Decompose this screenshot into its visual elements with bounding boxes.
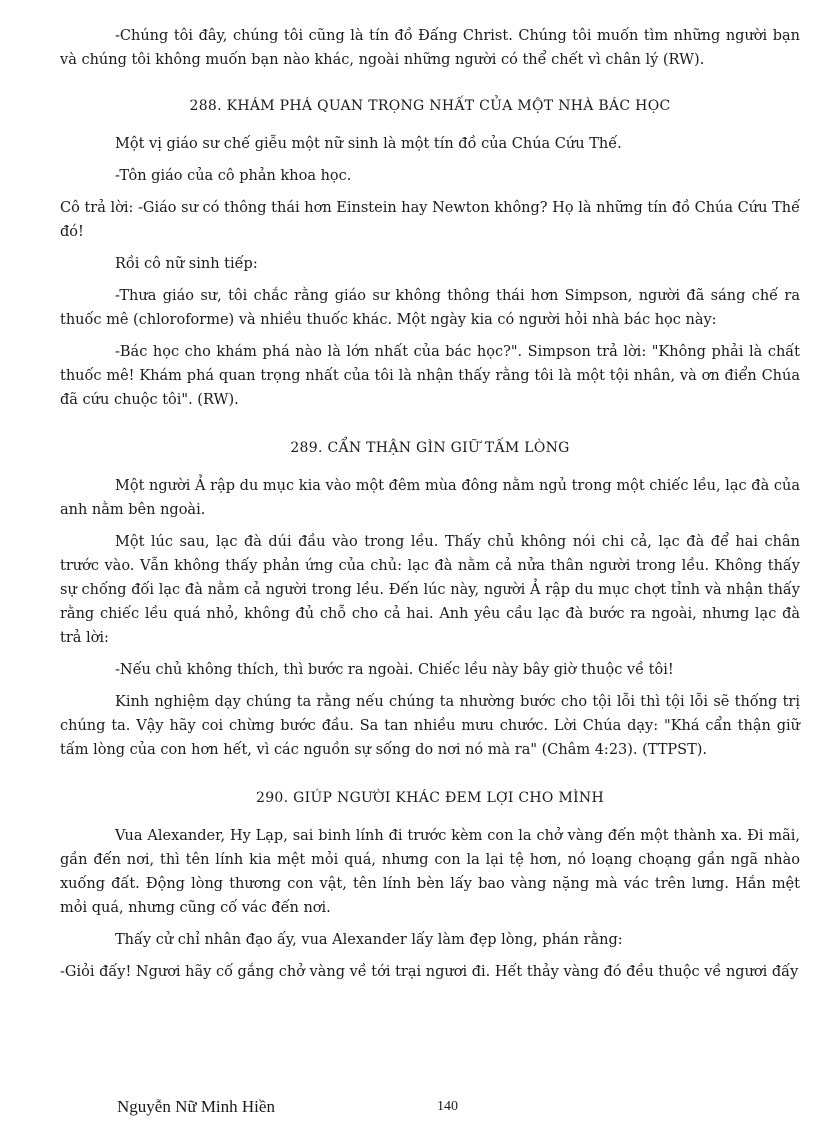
paragraph: -Tôn giáo của cô phản khoa học. (115, 168, 352, 184)
section-body-290 (60, 824, 800, 984)
paragraph: Rồi cô nữ sinh tiếp: (115, 256, 258, 272)
section-title-289: 289. CẨN THẬN GÌN GIỮ TẤM LÒNG (290, 440, 570, 456)
section-title-288: 288. KHÁM PHÁ QUAN TRỌNG NHẤT CỦA MỘT NHÀ BÁC HỌC (189, 98, 671, 114)
paragraph: -Nếu chủ không thích, thì bước ra ngoài. Chiếc lều này bây giờ thuộc về tôi! (115, 662, 674, 678)
paragraph: Cô trả lời: -Giáo sư có thông thái hơn Einstein hay Newton không? Họ là những tín đồ Chúa Cứu Thế đó! (60, 200, 800, 240)
footer-author: Nguyễn Nữ Minh Hiền (117, 1097, 275, 1116)
paragraph: Vua Alexander, Hy Lạp, sai binh lính đi trước kèm con la chở vàng đến một thành xa. Đi mãi, gần đến nơi, thì tên lính kia mệt mỏi quá, nhưng con la lại tệ hơn, nó loạng choạng gần ngã nhào xuống đất. Động lòng thương con vật, tên lính bèn lấy bao vàng nặng mà vác trên lưng. Hắn mệt mỏi quá, nhưng cũng cố vác đến nơi. (60, 828, 800, 916)
paragraph: Kinh nghiệm dạy chúng ta rằng nếu chúng ta nhường bước cho tội lỗi thì tội lỗi sẽ thống trị chúng ta. Vậy hãy coi chừng bước đầu. Sa tan nhiều mưu chước. Lời Chúa dạy: "Khá cẩn thận giữ tấm lòng của con hơn hết, vì các nguồn sự sống do nơi nó mà ra" (Châm 4:23). (TTPST). (60, 694, 800, 758)
page-footer (0, 1097, 816, 1123)
paragraph: -Giỏi đấy! Ngươi hãy cố gắng chở vàng về tới trại ngươi đi. Hết thảy vàng đó đều thuộc về ngươi đấy (60, 964, 799, 980)
paragraph: Thấy cử chỉ nhân đạo ấy, vua Alexander lấy làm đẹp lòng, phán rằng: (115, 932, 623, 948)
paragraph: -Bác học cho khám phá nào là lớn nhất của bác học?". Simpson trả lời: "Không phải là chất thuốc mê! Khám phá quan trọng nhất của tôi là nhận thấy rằng tôi là một tội nhân, và ơn điển Chúa đã cứu chuộc tôi". (RW). (60, 344, 800, 408)
paragraph: Một vị giáo sư chế giễu một nữ sinh là một tín đồ của Chúa Cứu Thế. (115, 136, 622, 152)
document-page (60, 0, 800, 984)
paragraph: Một người Ả rập du mục kia vào một đêm mùa đông nằm ngủ trong một chiếc lều, lạc đà của anh nằm bên ngoài. (60, 478, 800, 518)
section-title-290: 290. GIÚP NGƯỜI KHÁC ĐEM LỢI CHO MÌNH (256, 790, 604, 806)
section-body-289 (60, 474, 800, 762)
section-body-288 (60, 132, 800, 412)
paragraph: Một lúc sau, lạc đà dúi đầu vào trong lều. Thấy chủ không nói chi cả, lạc đà để hai chân trước vào. Vẫn không thấy phản ứng của chủ: lạc đà nằm cả nửa thân người trong lều. Không thấy sự chống đối lạc đà nằm cả người trong lều. Đến lúc này, người Ả rập du mục chợt tỉnh và nhận thấy rằng chiếc lều quá nhỏ, không đủ chỗ cho cả hai. Anh yêu cầu lạc đà bước ra ngoài, nhưng lạc đà trả lời: (60, 534, 800, 646)
page-number: 140 (437, 1099, 458, 1114)
intro-paragraph: -Chúng tôi đây, chúng tôi cũng là tín đồ Đấng Christ. Chúng tôi muốn tìm những người bạn và chúng tôi không muốn bạn nào khác, ngoài những người có thể chết vì chân lý (RW). (60, 28, 800, 68)
paragraph: -Thưa giáo sư, tôi chắc rằng giáo sư không thông thái hơn Simpson, người đã sáng chế ra thuốc mê (chloroforme) và nhiều thuốc khác. Một ngày kia có người hỏi nhà bác học này: (60, 288, 800, 328)
